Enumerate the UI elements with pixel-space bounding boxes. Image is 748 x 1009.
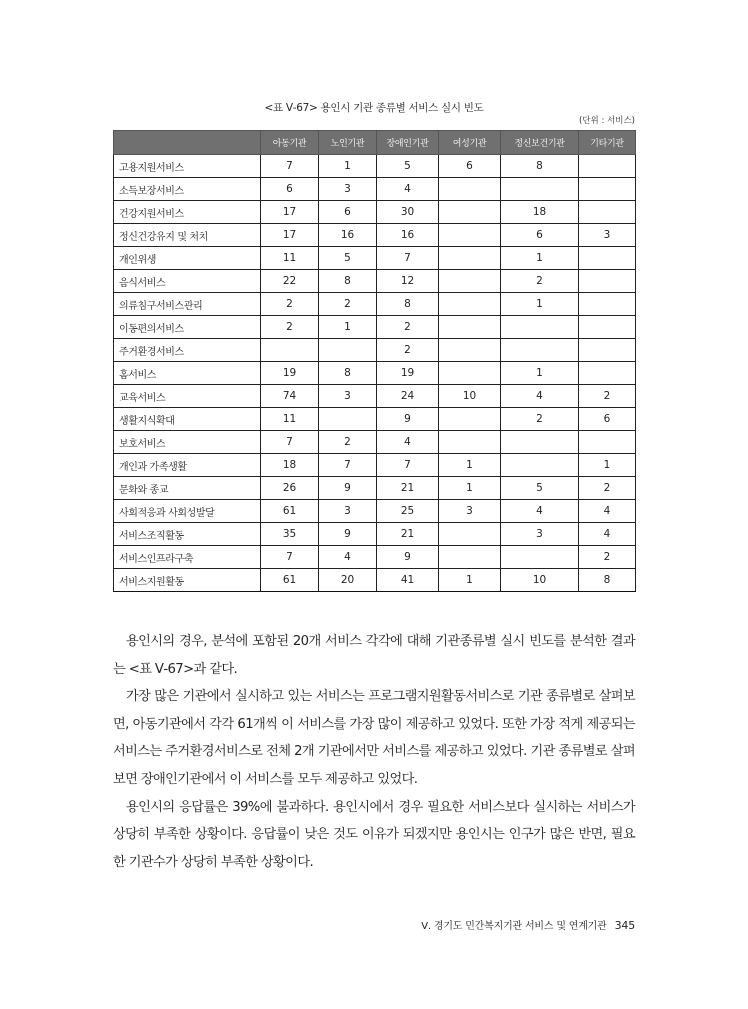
count-cell: 9 xyxy=(377,408,439,431)
count-cell: 1 xyxy=(319,316,377,339)
count-cell: 3 xyxy=(319,178,377,201)
page-number: 345 xyxy=(614,919,635,932)
count-cell: 30 xyxy=(377,201,439,224)
count-cell: 18 xyxy=(501,201,579,224)
count-cell xyxy=(439,339,501,362)
count-cell: 8 xyxy=(377,293,439,316)
count-cell: 9 xyxy=(319,523,377,546)
count-cell xyxy=(439,293,501,316)
count-cell xyxy=(501,454,579,477)
footer-section-title: Ⅴ. 경기도 민간복지기관 서비스 및 연계기관 xyxy=(421,921,607,932)
count-cell: 4 xyxy=(579,500,636,523)
count-cell xyxy=(439,408,501,431)
table-row xyxy=(114,293,636,316)
service-frequency-table xyxy=(113,130,636,592)
count-cell xyxy=(501,431,579,454)
count-cell: 9 xyxy=(377,546,439,569)
count-cell xyxy=(579,316,636,339)
count-cell: 18 xyxy=(261,454,319,477)
count-cell: 1 xyxy=(501,293,579,316)
count-cell: 21 xyxy=(377,477,439,500)
count-cell: 2 xyxy=(377,339,439,362)
count-cell: 4 xyxy=(501,385,579,408)
service-name-cell: 고용지원서비스 xyxy=(114,155,261,178)
count-cell: 6 xyxy=(439,155,501,178)
count-cell xyxy=(439,270,501,293)
count-cell: 2 xyxy=(579,477,636,500)
service-name-cell: 홈서비스 xyxy=(114,362,261,385)
table-row xyxy=(114,224,636,247)
count-cell: 2 xyxy=(377,316,439,339)
count-cell: 2 xyxy=(501,408,579,431)
service-name-cell: 개인과 가족생활 xyxy=(114,454,261,477)
count-cell: 19 xyxy=(261,362,319,385)
count-cell: 61 xyxy=(261,500,319,523)
count-cell: 7 xyxy=(261,431,319,454)
header-cell: 아동기관 xyxy=(261,131,319,155)
service-name-cell: 사회적응과 사회성발달 xyxy=(114,500,261,523)
count-cell: 7 xyxy=(261,155,319,178)
count-cell: 5 xyxy=(377,155,439,178)
header-cell: 여성기관 xyxy=(439,131,501,155)
table-unit: (단위 : 서비스) xyxy=(579,116,635,126)
count-cell: 21 xyxy=(377,523,439,546)
count-cell: 1 xyxy=(439,569,501,592)
count-cell: 3 xyxy=(501,523,579,546)
count-cell: 25 xyxy=(377,500,439,523)
table-row xyxy=(114,385,636,408)
count-cell: 7 xyxy=(377,247,439,270)
count-cell xyxy=(579,201,636,224)
count-cell xyxy=(439,316,501,339)
table-row xyxy=(114,523,636,546)
count-cell xyxy=(579,362,636,385)
table-row xyxy=(114,500,636,523)
count-cell: 16 xyxy=(319,224,377,247)
count-cell xyxy=(439,523,501,546)
count-cell: 6 xyxy=(261,178,319,201)
service-name-cell: 보호서비스 xyxy=(114,431,261,454)
count-cell: 7 xyxy=(377,454,439,477)
count-cell: 74 xyxy=(261,385,319,408)
table-row xyxy=(114,431,636,454)
count-cell: 2 xyxy=(579,546,636,569)
count-cell xyxy=(439,362,501,385)
count-cell: 1 xyxy=(439,477,501,500)
header-cell: 기타기관 xyxy=(579,131,636,155)
count-cell: 3 xyxy=(579,224,636,247)
table-header-row xyxy=(114,131,636,155)
count-cell: 4 xyxy=(377,431,439,454)
count-cell: 24 xyxy=(377,385,439,408)
table-row xyxy=(114,362,636,385)
table-row xyxy=(114,454,636,477)
count-cell: 10 xyxy=(501,569,579,592)
table-row xyxy=(114,546,636,569)
count-cell xyxy=(319,339,377,362)
count-cell xyxy=(439,201,501,224)
count-cell xyxy=(439,247,501,270)
service-name-cell: 의류침구서비스관리 xyxy=(114,293,261,316)
header-cell: 정신보건기관 xyxy=(501,131,579,155)
count-cell xyxy=(261,339,319,362)
count-cell: 17 xyxy=(261,201,319,224)
body-text xyxy=(113,628,635,876)
count-cell xyxy=(501,546,579,569)
count-cell: 7 xyxy=(261,546,319,569)
count-cell xyxy=(579,431,636,454)
count-cell: 10 xyxy=(439,385,501,408)
count-cell: 4 xyxy=(377,178,439,201)
count-cell: 3 xyxy=(439,500,501,523)
count-cell xyxy=(439,178,501,201)
count-cell: 2 xyxy=(261,293,319,316)
count-cell xyxy=(579,270,636,293)
service-name-cell: 서비스인프라구축 xyxy=(114,546,261,569)
header-cell-blank xyxy=(114,131,261,155)
count-cell: 1 xyxy=(501,362,579,385)
count-cell: 4 xyxy=(579,523,636,546)
count-cell: 11 xyxy=(261,408,319,431)
table-row xyxy=(114,316,636,339)
count-cell: 4 xyxy=(319,546,377,569)
count-cell: 2 xyxy=(501,270,579,293)
count-cell: 1 xyxy=(501,247,579,270)
count-cell xyxy=(439,224,501,247)
count-cell: 19 xyxy=(377,362,439,385)
count-cell xyxy=(439,431,501,454)
count-cell xyxy=(501,178,579,201)
count-cell: 26 xyxy=(261,477,319,500)
table-row xyxy=(114,477,636,500)
count-cell xyxy=(501,339,579,362)
count-cell xyxy=(579,178,636,201)
service-name-cell: 음식서비스 xyxy=(114,270,261,293)
table-caption: <표 Ⅴ-67> 용인시 기관 종류별 서비스 실시 빈도 xyxy=(264,102,484,114)
count-cell: 3 xyxy=(319,500,377,523)
count-cell xyxy=(319,408,377,431)
count-cell xyxy=(579,293,636,316)
count-cell: 4 xyxy=(501,500,579,523)
service-name-cell: 주거환경서비스 xyxy=(114,339,261,362)
count-cell: 41 xyxy=(377,569,439,592)
count-cell: 1 xyxy=(439,454,501,477)
count-cell: 2 xyxy=(319,431,377,454)
header-cell: 장애인기관 xyxy=(377,131,439,155)
count-cell: 12 xyxy=(377,270,439,293)
service-name-cell: 개인위생 xyxy=(114,247,261,270)
paragraph: 가장 많은 기관에서 실시하고 있는 서비스는 프로그램지원활동서비스로 기관 종류별로 살펴보면, 아동기관에서 각각 61개씩 이 서비스를 가장 많이 제공하고 있었다. 또한 가장 적게 제공되는 서비스는 주거환경서비스로 전체 2개 기관에서만 서비스를 제공하고 있었다. 기관 종류별로 살펴보면 장애인기관에서 이 서비스를 모두 제공하고 있었다. xyxy=(113,689,635,787)
service-name-cell: 이동편의서비스 xyxy=(114,316,261,339)
header-cell: 노인기관 xyxy=(319,131,377,155)
count-cell: 6 xyxy=(579,408,636,431)
service-name-cell: 서비스지원활동 xyxy=(114,569,261,592)
count-cell: 6 xyxy=(319,201,377,224)
service-name-cell: 정신건강유지 및 처치 xyxy=(114,224,261,247)
table-row xyxy=(114,270,636,293)
table-row xyxy=(114,569,636,592)
count-cell: 2 xyxy=(261,316,319,339)
service-name-cell: 서비스조직활동 xyxy=(114,523,261,546)
count-cell xyxy=(501,316,579,339)
count-cell xyxy=(579,155,636,178)
count-cell: 5 xyxy=(501,477,579,500)
count-cell xyxy=(579,247,636,270)
table-row xyxy=(114,339,636,362)
service-name-cell: 소득보장서비스 xyxy=(114,178,261,201)
paragraph: 용인시의 응답률은 39%에 불과하다. 용인시에서 경우 필요한 서비스보다 실시하는 서비스가 상당히 부족한 상황이다. 응답률이 낮은 것도 이유가 되겠지만 용인시는 인구가 많은 반면, 필요한 기관수가 상당히 부족한 상황이다. xyxy=(113,799,635,870)
count-cell: 8 xyxy=(319,270,377,293)
count-cell: 8 xyxy=(319,362,377,385)
count-cell: 7 xyxy=(319,454,377,477)
count-cell: 20 xyxy=(319,569,377,592)
count-cell: 17 xyxy=(261,224,319,247)
count-cell: 8 xyxy=(579,569,636,592)
count-cell: 2 xyxy=(579,385,636,408)
count-cell: 61 xyxy=(261,569,319,592)
count-cell: 11 xyxy=(261,247,319,270)
count-cell: 2 xyxy=(319,293,377,316)
table-row xyxy=(114,155,636,178)
count-cell: 5 xyxy=(319,247,377,270)
table-row xyxy=(114,178,636,201)
count-cell: 1 xyxy=(579,454,636,477)
table-row xyxy=(114,201,636,224)
count-cell xyxy=(579,339,636,362)
count-cell: 9 xyxy=(319,477,377,500)
count-cell: 3 xyxy=(319,385,377,408)
paragraph: 용인시의 경우, 분석에 포함된 20개 서비스 각각에 대해 기관종류별 실시 빈도를 분석한 결과는 <표 Ⅴ-67>과 같다. xyxy=(113,634,635,677)
count-cell: 6 xyxy=(501,224,579,247)
count-cell: 8 xyxy=(501,155,579,178)
count-cell: 1 xyxy=(319,155,377,178)
table-body xyxy=(114,155,636,592)
service-name-cell: 건강지원서비스 xyxy=(114,201,261,224)
service-name-cell: 생활지식확대 xyxy=(114,408,261,431)
count-cell: 22 xyxy=(261,270,319,293)
service-name-cell: 문화와 종교 xyxy=(114,477,261,500)
table-row xyxy=(114,247,636,270)
count-cell: 16 xyxy=(377,224,439,247)
count-cell xyxy=(439,546,501,569)
count-cell: 35 xyxy=(261,523,319,546)
table-row xyxy=(114,408,636,431)
page-footer xyxy=(421,917,635,932)
service-name-cell: 교육서비스 xyxy=(114,385,261,408)
